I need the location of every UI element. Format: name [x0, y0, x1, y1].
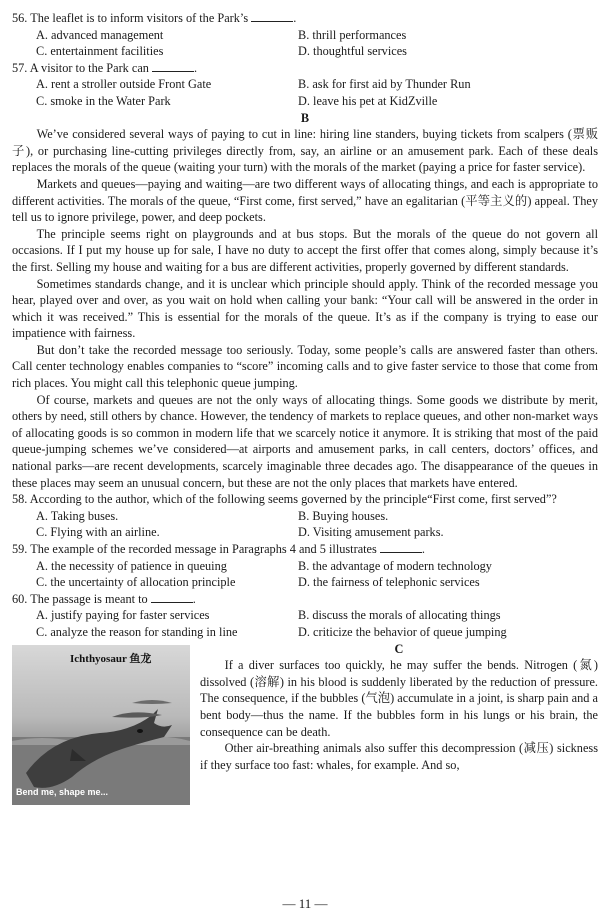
option-b: B. the advantage of modern technology [298, 558, 492, 573]
paragraph: Other air-breathing animals also suffer this decompression (减压) sickness if they surface too fast: whales, for example. And so, [200, 741, 598, 772]
section-b-heading: B [300, 110, 310, 125]
exam-page [12, 10, 598, 805]
answer-blank [251, 11, 293, 22]
question-57: 57. A visitor to the Park can . A. rent a stroller outside Front Gate B. ask for first aid by Thunder Run C. smoke in the Water Park D. leave his pet at KidZville [12, 60, 598, 110]
paragraph: The principle seems right on playgrounds and at bus stops. But the morals of the queue do not govern all occasions. If I put my house up for sale, I have no duty to accept the first offer that comes along, simply because it’s the first. Selling my house and waiting for a bus are different activities, properly governed by different standards. [12, 226, 598, 274]
paragraph: But don’t take the recorded message too seriously. Today, some people’s calls are answered faster than others. Call center technology enables companies to “score” incoming calls and to give faster service to those that come from rich places. You might call this telephonic queue jumping. [12, 342, 598, 391]
option-a: A. the necessity of patience in queuing [36, 558, 227, 573]
paragraph: We’ve considered several ways of paying to cut in line: hiring line standers, buying tickets from scalpers (票贩子), or purchasing line-cutting privileges directly from, say, an airline or an amusement park. Each of these deals replaces the morals of the queue (waiting your turn) with the morals of the market (paying a price for faster service). [12, 127, 598, 175]
question-stem: 60. The passage is meant to [12, 591, 148, 606]
section-c [12, 641, 598, 805]
option-c: C. smoke in the Water Park [36, 93, 171, 108]
option-b: B. discuss the morals of allocating things [298, 608, 501, 623]
option-a: A. rent a stroller outside Front Gate [36, 77, 212, 92]
option-d: D. Visiting amusement parks. [298, 525, 444, 540]
page-number: — 11 — [282, 896, 328, 911]
ichthyosaur-image [12, 645, 190, 805]
option-c: C. the uncertainty of allocation principle [36, 575, 236, 590]
option-b: B. Buying houses. [298, 508, 389, 523]
question-stem: 58. According to the author, which of the following seems governed by the principle“First come, first served”? [12, 492, 557, 507]
question-60: 60. The passage is meant to . A. justify paying for faster services B. discuss the morals of allocating things C. analyze the reason for standing in line D. criticize the behavior of queue jumping [12, 591, 598, 641]
figure-caption: Bend me, shape me... [16, 786, 109, 797]
option-b: B. thrill performances [298, 27, 407, 42]
answer-blank [380, 542, 422, 553]
option-c: C. Flying with an airline. [36, 525, 160, 540]
question-58 [12, 491, 598, 541]
question-56: 56. The leaflet is to inform visitors of the Park’s . A. advanced management B. thrill performances C. entertainment facilities D. thoughtful services [12, 10, 598, 60]
option-d: D. leave his pet at KidZville [298, 93, 438, 108]
option-c: C. analyze the reason for standing in line [36, 624, 238, 639]
option-a: A. Taking buses. [36, 508, 119, 523]
option-b: B. ask for first aid by Thunder Run [298, 77, 471, 92]
passage-c [200, 641, 598, 805]
option-a: A. justify paying for faster services [36, 608, 210, 623]
paragraph: Sometimes standards change, and it is unclear which principle should apply. Think of the recorded message you hear, played over and over, as you wait on hold when calling your bank: “Your call will be answered in the order in which it was received.” This is essential for the morals of the queue. It’s as if the company is trying to ease our impatience with fairness. [12, 276, 598, 341]
paragraph: Of course, markets and queues are not the only ways of allocating things. Some goods we distribute by merit, others by need, still others by chance. However, the tendency of markets to replace queues, and other non-market ways of allocating goods is so common in modern life that we scarcely notice it anymore. It is striking that most of the paid queue-jumping schemes we’ve considered—at airports and amusement parks, in call centers, doctors’ offices, and national parks—are recent developments, scarcely imaginable three decades ago. The disappearance of the queues in these places may seem an unusual concern, but these are not the only places that markets have entered. [12, 392, 598, 490]
answer-blank [152, 61, 194, 72]
question-stem: 59. The example of the recorded message in Paragraphs 4 and 5 illustrates [12, 542, 377, 556]
option-a: A. advanced management [36, 27, 164, 42]
question-stem: 56. The leaflet is to inform visitors of the Park’s [12, 11, 249, 25]
question-59: 59. The example of the recorded message in Paragraphs 4 and 5 illustrates . A. the necessity of patience in queuing B. the advantage of modern technology C. the uncertainty of allocation principle D. the fairness of telephonic services [12, 541, 598, 591]
answer-blank [151, 592, 193, 603]
section-c-heading: C [394, 641, 404, 656]
question-stem: 57. A visitor to the Park can [12, 60, 149, 75]
option-d: D. thoughtful services [298, 44, 407, 59]
paragraph: Markets and queues—paying and waiting—are two different ways of allocating things, and each is appropriate to different activities. The morals of the queue, “First come, first served,” have an egalitarian (平等主义的) appeal. They tell us to ignore privilege, power, and deep pockets. [12, 176, 598, 225]
ichthyosaur-figure [12, 645, 190, 805]
figure-title: Ichthyosaur 鱼龙 [70, 652, 152, 665]
passage-b [12, 126, 598, 491]
option-c: C. entertainment facilities [36, 44, 164, 59]
option-d: D. criticize the behavior of queue jumping [298, 624, 507, 639]
paragraph: If a diver surfaces too quickly, he may suffer the bends. Nitrogen (氮) dissolved (溶解) in his blood is suddenly liberated by the reduction of pressure. The consequence, if the bubbles (气泡) accumulate in a joint, is sharp pain and a bent body—thus the name. If the bubbles form in his lungs or his brain, the consequence can be death. [200, 658, 598, 739]
option-d: D. the fairness of telephonic services [298, 575, 480, 590]
